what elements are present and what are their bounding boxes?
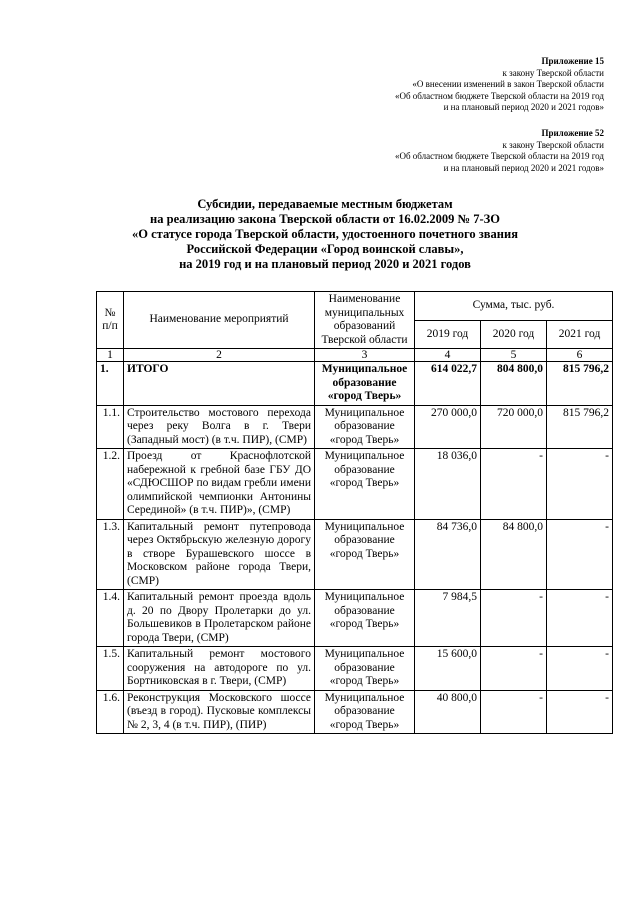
title-line: Российской Федерации «Город воинской славы», [186, 242, 464, 256]
row-value-2019: 614 022,7 [415, 362, 481, 406]
row-municipality: Муниципальное образование «город Тверь» [315, 647, 415, 691]
header-name: Наименование мероприятий [124, 292, 315, 349]
header-year-2019: 2019 год [415, 321, 481, 349]
document-title [60, 197, 590, 272]
column-number: 5 [481, 349, 547, 362]
annex-line: «Об областном бюджете Тверской области на 2019 год [394, 90, 604, 101]
header-municipality: Наименование муниципальных образований Тверской области [315, 292, 415, 349]
row-value-2021: - [547, 647, 613, 691]
annex-line: «Об областном бюджете Тверской области на 2019 год [394, 151, 604, 161]
row-value-2020: 720 000,0 [481, 405, 547, 449]
row-number: 1.1. [97, 405, 124, 449]
row-value-2019: 40 800,0 [415, 690, 481, 734]
row-municipality: Муниципальное образование «город Тверь» [315, 362, 415, 406]
row-value-2019: 84 736,0 [415, 519, 481, 590]
row-value-2020: - [481, 449, 547, 520]
row-value-2019: 15 600,0 [415, 647, 481, 691]
row-number: 1.6. [97, 690, 124, 734]
row-municipality: Муниципальное образование «город Тверь» [315, 449, 415, 520]
row-municipality: Муниципальное образование «город Тверь» [315, 690, 415, 734]
title-line: на реализацию закона Тверской области от 16.02.2009 № 7-ЗО [150, 212, 500, 226]
title-line: «О статусе города Тверской области, удостоенного почетного звания [132, 227, 518, 241]
table-row [97, 690, 613, 734]
row-value-2021: - [547, 590, 613, 647]
row-value-2021: - [547, 690, 613, 734]
row-name: Капитальный ремонт проезда вдоль д. 20 по Двору Пролетарки до ул. Большевиков в Пролетарском районе города Твери, (СМР) [124, 590, 315, 647]
annex-52-header [395, 128, 604, 174]
row-number: 1.4. [97, 590, 124, 647]
row-value-2020: - [481, 590, 547, 647]
header-year-2020: 2020 год [481, 321, 547, 349]
table-row [97, 405, 613, 449]
annex-line: и на плановый период 2020 и 2021 годов» [443, 102, 604, 112]
header-sum: Сумма, тыс. руб. [415, 292, 613, 321]
annex-line: и на плановый период 2020 и 2021 годов» [443, 162, 604, 173]
title-line: Субсидии, передаваемые местным бюджетам [197, 197, 453, 211]
row-value-2020: 804 800,0 [481, 362, 547, 406]
row-name: Реконструкция Московского шоссе (въезд в город). Пусковые комплексы № 2, 3, 4 (в т.ч. ПИР), (ПИР) [124, 690, 315, 734]
row-value-2021: 815 796,2 [547, 362, 613, 406]
row-value-2020: 84 800,0 [481, 519, 547, 590]
column-number: 4 [415, 349, 481, 362]
row-value-2021: 815 796,2 [547, 405, 613, 449]
header-no: № п/п [97, 292, 124, 349]
column-number: 6 [547, 349, 613, 362]
header-year-2021: 2021 год [547, 321, 613, 349]
row-value-2019: 7 984,5 [415, 590, 481, 647]
row-name: Строительство мостового перехода через реку Волга в г. Твери (Западный мост) (в т.ч. ПИР), (СМР) [124, 405, 315, 449]
row-name: ИТОГО [124, 362, 315, 406]
row-value-2020: - [481, 647, 547, 691]
table-row [97, 590, 613, 647]
annex-line: к закону Тверской области [502, 139, 604, 150]
row-value-2020: - [481, 690, 547, 734]
row-value-2019: 18 036,0 [415, 449, 481, 520]
row-number: 1. [97, 362, 124, 406]
subsidies-table [96, 291, 613, 734]
row-number: 1.3. [97, 519, 124, 590]
annex-heading: Приложение 15 [541, 56, 604, 66]
row-municipality: Муниципальное образование «город Тверь» [315, 519, 415, 590]
row-value-2021: - [547, 519, 613, 590]
annex-line: к закону Тверской области [502, 67, 604, 78]
annex-15-header [395, 56, 604, 114]
total-row [97, 362, 613, 406]
row-number: 1.2. [97, 449, 124, 520]
annex-heading: Приложение 52 [541, 128, 604, 138]
column-number: 2 [124, 349, 315, 362]
table-row [97, 449, 613, 520]
column-number: 1 [97, 349, 124, 362]
row-number: 1.5. [97, 647, 124, 691]
row-name: Капитальный ремонт мостового сооружения на автодороге по ул. Бортниковская в г. Твери, (СМР) [124, 647, 315, 691]
table-row [97, 519, 613, 590]
column-numbers-row [97, 349, 613, 362]
annex-line: «О внесении изменений в закон Тверской области [412, 79, 604, 89]
column-number: 3 [315, 349, 415, 362]
row-municipality: Муниципальное образование «город Тверь» [315, 590, 415, 647]
row-name: Проезд от Краснофлотской набережной к гребной базе ГБУ ДО «СДЮСШОР по видам гребли имени олимпийской чемпионки Антонины Серединой» (в т.ч. ПИР)», (СМР) [124, 449, 315, 520]
table-row [97, 647, 613, 691]
row-value-2019: 270 000,0 [415, 405, 481, 449]
row-municipality: Муниципальное образование «город Тверь» [315, 405, 415, 449]
title-line: на 2019 год и на плановый период 2020 и 2021 годов [179, 257, 471, 271]
row-value-2021: - [547, 449, 613, 520]
table-header-row [97, 292, 613, 321]
row-name: Капитальный ремонт путепровода через Октябрьскую железную дорогу в створе Бурашевского шоссе в Московском районе города Твери, (СМР) [124, 519, 315, 590]
